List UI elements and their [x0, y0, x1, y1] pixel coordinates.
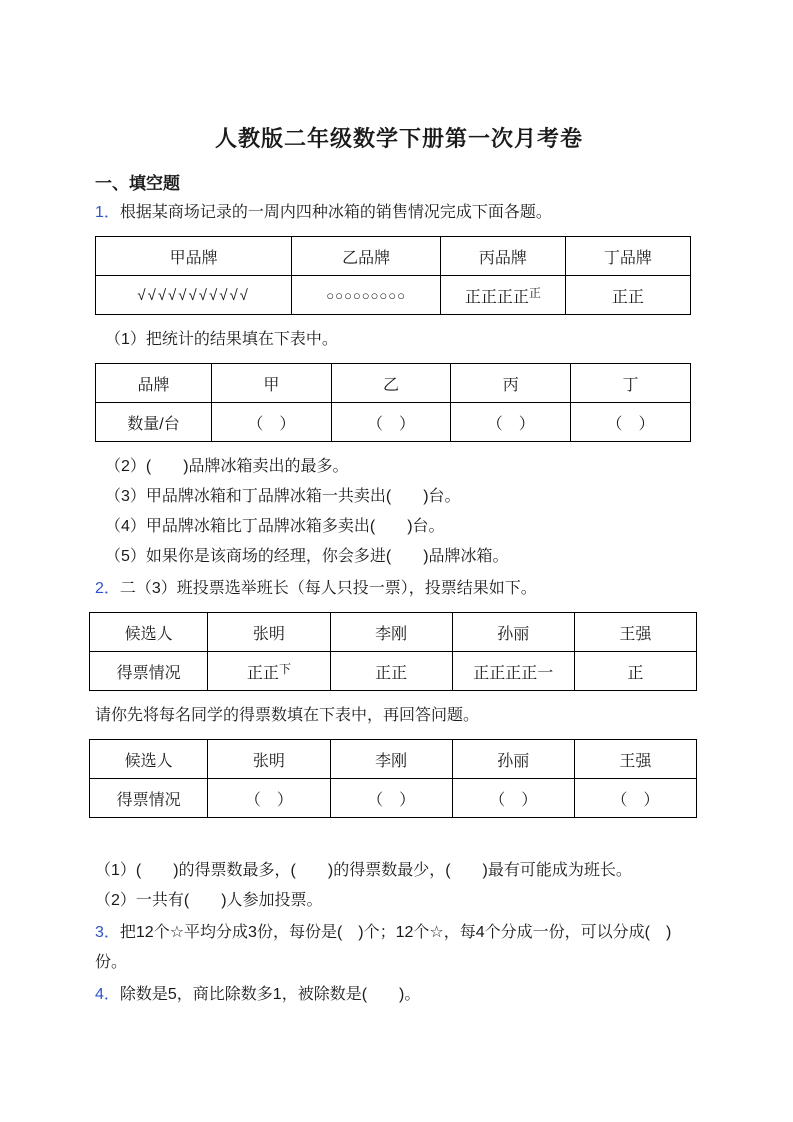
- question-1-text: 根据某商场记录的一周内四种冰箱的销售情况完成下面各题。: [119, 204, 552, 221]
- brand-header-bing: 丙品牌: [440, 237, 565, 276]
- vote-header-ligang: 李刚: [330, 613, 452, 652]
- spacer: [95, 828, 703, 856]
- result-blank-yi: （ ）: [331, 403, 451, 442]
- table-row: [96, 237, 691, 276]
- result-header-brand: 品牌: [96, 364, 212, 403]
- count-header-ligang: 李刚: [330, 740, 452, 779]
- question-1-sub-3: （3）甲品牌冰箱和丁品牌冰箱一共卖出( )台。: [105, 488, 461, 505]
- tally-zhang-extra: 下: [278, 661, 291, 676]
- question-3-stem: [95, 918, 683, 978]
- tally-zhang-main: 正正: [246, 664, 279, 682]
- count-header-wangqiang: 王强: [574, 740, 696, 779]
- question-2-sub-1: （1）( )的得票数最多，( )的得票数最少，( )最有可能成为班长。: [95, 862, 632, 879]
- question-1-sub-5: （5）如果你是该商场的经理，你会多进( )品牌冰箱。: [105, 548, 509, 565]
- table-row: [90, 779, 697, 818]
- vote-header-wangqiang: 王强: [574, 613, 696, 652]
- brand-header-ding: 丁品牌: [565, 237, 690, 276]
- question-1-number: 1．: [95, 204, 120, 221]
- question-2-stem: [95, 574, 703, 604]
- tally-cell-yi: ○○○○○○○○○: [292, 276, 441, 315]
- question-1-sub-1: （1）把统计的结果填在下表中。: [105, 331, 338, 348]
- question-1-sub-2: （2）( )品牌冰箱卖出的最多。: [105, 458, 349, 475]
- brand-header-yi: 乙品牌: [292, 237, 441, 276]
- sales-result-table: [95, 363, 691, 442]
- table-row: [90, 613, 697, 652]
- count-blank-zhangming: （ ）: [208, 779, 330, 818]
- vote-header-zhangming: 张明: [208, 613, 330, 652]
- question-3-number: 3．: [95, 924, 120, 941]
- vote-tally-ligang: 正正: [330, 652, 452, 691]
- result-header-jia: 甲: [211, 364, 331, 403]
- count-row-label: 得票情况: [90, 779, 208, 818]
- result-blank-jia: （ ）: [211, 403, 331, 442]
- result-blank-bing: （ ）: [451, 403, 571, 442]
- table-row: [96, 364, 691, 403]
- section-heading-fill-blanks: 一、填空题: [95, 174, 180, 193]
- count-blank-sunli: （ ）: [452, 779, 574, 818]
- result-row-label: 数量/台: [96, 403, 212, 442]
- vote-header-candidate: 候选人: [90, 613, 208, 652]
- question-1-sub-4: （4）甲品牌冰箱比丁品牌冰箱多卖出( )台。: [105, 518, 445, 535]
- tally-bing-main: 正正正正: [464, 288, 529, 306]
- count-header-zhangming: 张明: [208, 740, 330, 779]
- tally-bing-extra: 正: [528, 285, 541, 300]
- count-header-sunli: 孙丽: [452, 740, 574, 779]
- vote-count-table: [89, 739, 697, 818]
- brand-header-jia: 甲品牌: [96, 237, 292, 276]
- vote-tally-zhangming: [208, 652, 330, 691]
- vote-tally-table: [89, 612, 697, 691]
- question-2-number: 2．: [95, 580, 120, 597]
- question-4-number: 4．: [95, 986, 120, 1003]
- vote-row-label: 得票情况: [90, 652, 208, 691]
- table-row: [96, 276, 691, 315]
- count-blank-ligang: （ ）: [330, 779, 452, 818]
- result-header-ding: 丁: [571, 364, 691, 403]
- vote-tally-sunli: 正正正正一: [452, 652, 574, 691]
- count-header-candidate: 候选人: [90, 740, 208, 779]
- vote-tally-wangqiang: 正: [574, 652, 696, 691]
- sales-tally-table: [95, 236, 691, 315]
- page-title: 人教版二年级数学下册第一次月考卷: [214, 126, 583, 151]
- tally-cell-ding: 正正: [565, 276, 690, 315]
- question-2-sub-2: （2）一共有( )人参加投票。: [95, 892, 323, 909]
- question-4-text: 除数是5，商比除数多1，被除数是( )。: [119, 986, 421, 1003]
- result-header-yi: 乙: [331, 364, 451, 403]
- question-2-text: 二（3）班投票选举班长（每人只投一票），投票结果如下。: [119, 580, 537, 597]
- tally-cell-jia: √√√√√√√√√√√: [96, 276, 292, 315]
- table-row: [90, 740, 697, 779]
- tally-cell-bing: [440, 276, 565, 315]
- result-blank-ding: （ ）: [571, 403, 691, 442]
- count-blank-wangqiang: （ ）: [574, 779, 696, 818]
- question-3-text: 把12个☆平均分成3份，每份是( )个；12个☆，每4个分成一份，可以分成( )份。: [95, 924, 672, 971]
- vote-header-sunli: 孙丽: [452, 613, 574, 652]
- question-1-stem: [95, 198, 703, 228]
- result-header-bing: 丙: [451, 364, 571, 403]
- table-row: [96, 403, 691, 442]
- table-row: [90, 652, 697, 691]
- question-2-instruction: 请你先将每名同学的得票数填在下表中，再回答问题。: [95, 707, 480, 724]
- question-4-stem: [95, 980, 703, 1010]
